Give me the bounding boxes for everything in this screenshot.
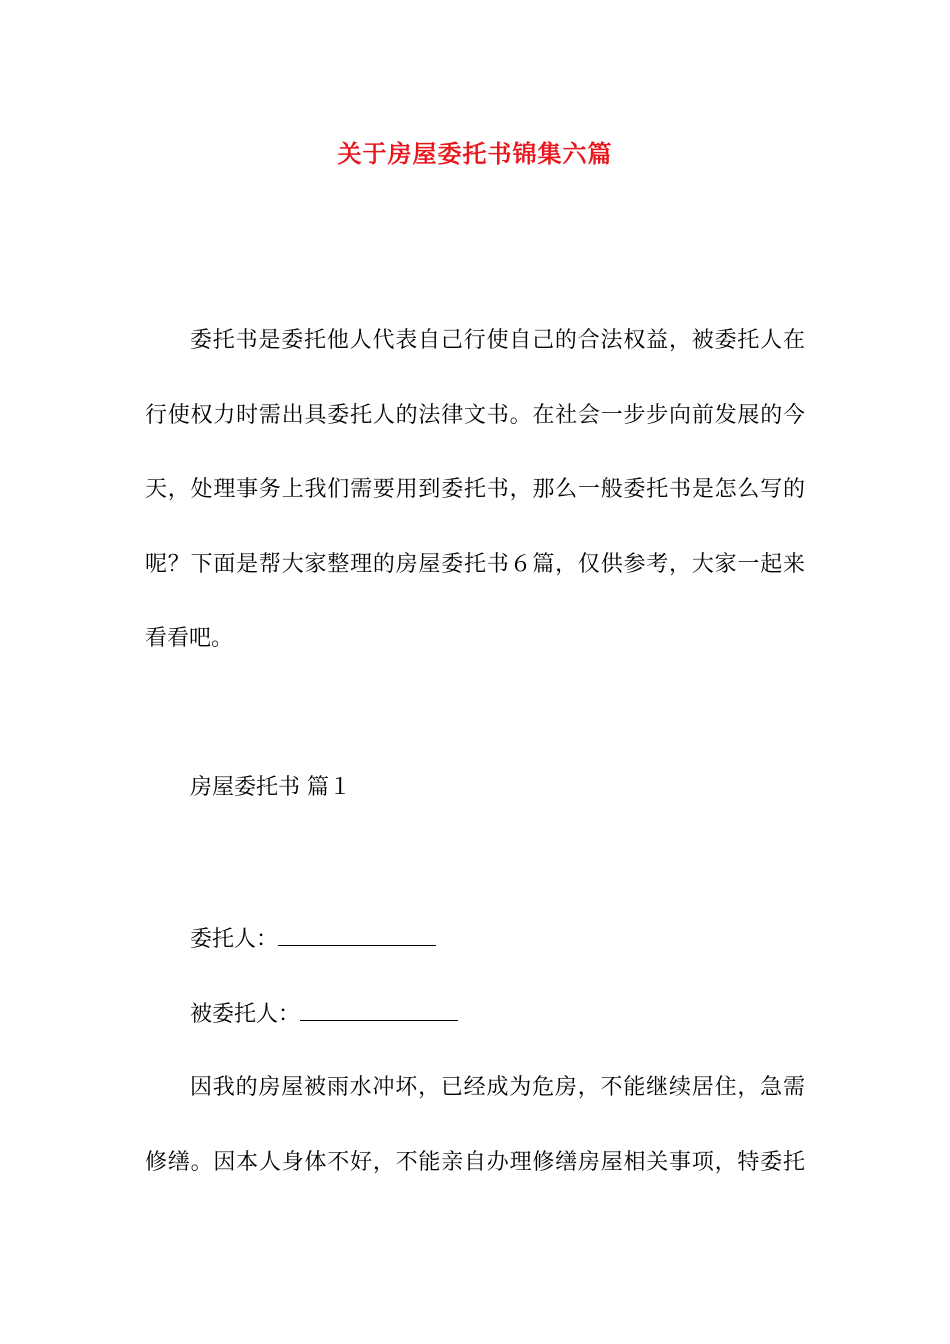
document-title: 关于房屋委托书锦集六篇: [337, 139, 613, 168]
agent-blank: [300, 998, 458, 1021]
intro-line-2: 行使权力时需出具委托人的法律文书。在社会一步步向前发展的今: [145, 403, 805, 428]
agent-field: [190, 995, 458, 1035]
intro-line-1: 委托书是委托他人代表自己行使自己的合法权益，被委托人在: [190, 328, 805, 353]
principal-blank: [278, 923, 436, 946]
intro-line-3: 天，处理事务上我们需要用到委托书，那么一般委托书是怎么写的: [145, 477, 805, 502]
intro-line-5: 看看吧。: [145, 626, 234, 651]
body-line-1: 因我的房屋被雨水冲坏，已经成为危房，不能继续居住，急需: [190, 1075, 805, 1100]
intro-line-4: 呢？下面是帮大家整理的房屋委托书６篇，仅供参考，大家一起来: [145, 552, 805, 577]
principal-label: 委托人：: [190, 927, 279, 952]
principal-field: [190, 920, 436, 960]
body-line-2: 修缮。因本人身体不好，不能亲自办理修缮房屋相关事项，特委托: [145, 1150, 805, 1175]
agent-label: 被委托人：: [190, 1002, 301, 1027]
section-heading: 房屋委托书 篇１: [190, 775, 351, 800]
